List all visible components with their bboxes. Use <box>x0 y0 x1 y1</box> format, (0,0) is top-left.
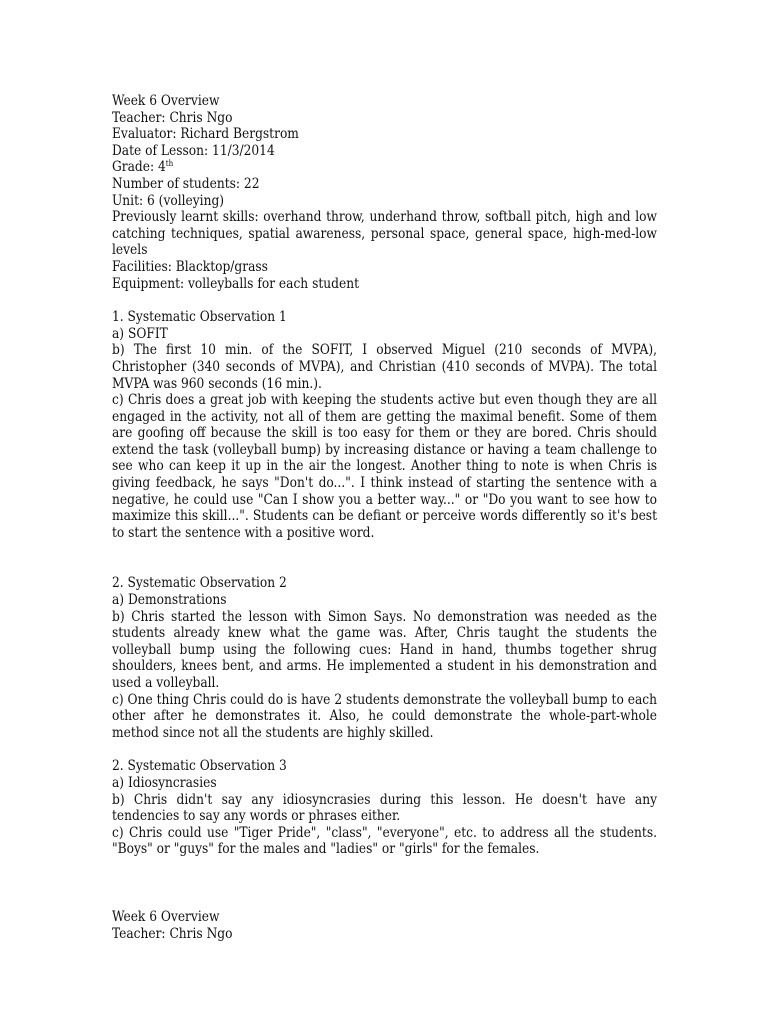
obs1-a: a) SOFIT <box>112 325 168 342</box>
obs1-b: b) The first 10 min. of the SOFIT, I observed Miguel (210 seconds of MVPA), Christopher (340 seconds of MVPA), and Christian (410 seconds of MVPA). The total MVPA was 960 seconds (16 min.). <box>112 342 657 392</box>
footer-heading: Week 6 Overview <box>112 908 220 925</box>
grade-line <box>112 159 657 176</box>
obs2-a: a) Demonstrations <box>112 592 227 609</box>
spacer <box>112 292 657 309</box>
facilities-line: Facilities: Blacktop/grass <box>112 258 268 275</box>
document-body <box>112 93 657 942</box>
teacher-line: Teacher: Chris Ngo <box>112 109 233 126</box>
unit-line: Unit: 6 (volleying) <box>112 192 225 209</box>
obs3-b: b) Chris didn't say any idiosyncrasies during this lesson. He doesn't have any tendencies to say any words or phrases either. <box>112 791 657 825</box>
equipment-line: Equipment: volleyballs for each student <box>112 275 359 292</box>
obs2-b: b) Chris started the lesson with Simon Says. No demonstration was needed as the students already knew what the game was. After, Chris taught the students the volleyball bump using the following cues: Hand in hand, thumbs together shrug shoulders, knees bent, and arms. He implemented a student in his demonstration and used a volleyball. <box>112 608 657 691</box>
spacer <box>112 741 657 758</box>
obs1-c: c) Chris does a great job with keeping the students active but even though they are all engaged in the activity, not all of them are getting the maximal benefit. Some of them are goofing off because the skill is too easy for them or they are bored. Chris should extend the task (volleyball bump) by increasing distance or having a team challenge to see who can keep it up in the air the longest. Another thing to note is when Chris is giving feedback, he says "Don't do...". I think instead of starting the sentence with a negative, he could use "Can I show you a better way..." or "Do you want to see how to maximize this skill...". Students can be defiant or perceive words differently so it's best to start the sentence with a positive word. <box>112 392 657 541</box>
students-line: Number of students: 22 <box>112 175 260 192</box>
skills-paragraph: Previously learnt skills: overhand throw, underhand throw, softball pitch, high and low catching techniques, spatial awareness, personal space, general space, high-med-low levels <box>112 209 657 259</box>
obs3-title: 2. Systematic Observation 3 <box>112 758 287 775</box>
footer-teacher: Teacher: Chris Ngo <box>112 925 233 942</box>
obs3-a: a) Idiosyncrasies <box>112 774 217 791</box>
evaluator-line: Evaluator: Richard Bergstrom <box>112 126 299 143</box>
obs2-c: c) One thing Chris could do is have 2 students demonstrate the volleyball bump to each other after he demonstrates it. Also, he could demonstrate the whole-part-whole method since not all the students are highly skilled. <box>112 691 657 741</box>
overview-heading: Week 6 Overview <box>112 93 220 109</box>
spacer <box>112 541 657 575</box>
spacer <box>112 858 657 909</box>
obs3-c: c) Chris could use "Tiger Pride", "class", "everyone", etc. to address all the students. "Boys" or "guys" for the males and "ladies" or "girls" for the females. <box>112 824 657 858</box>
date-line: Date of Lesson: 11/3/2014 <box>112 142 275 159</box>
obs2-title: 2. Systematic Observation 2 <box>112 575 287 592</box>
obs1-title: 1. Systematic Observation 1 <box>112 309 287 326</box>
grade-value: Grade: 4 <box>112 159 166 176</box>
grade-suffix: th <box>165 159 174 169</box>
